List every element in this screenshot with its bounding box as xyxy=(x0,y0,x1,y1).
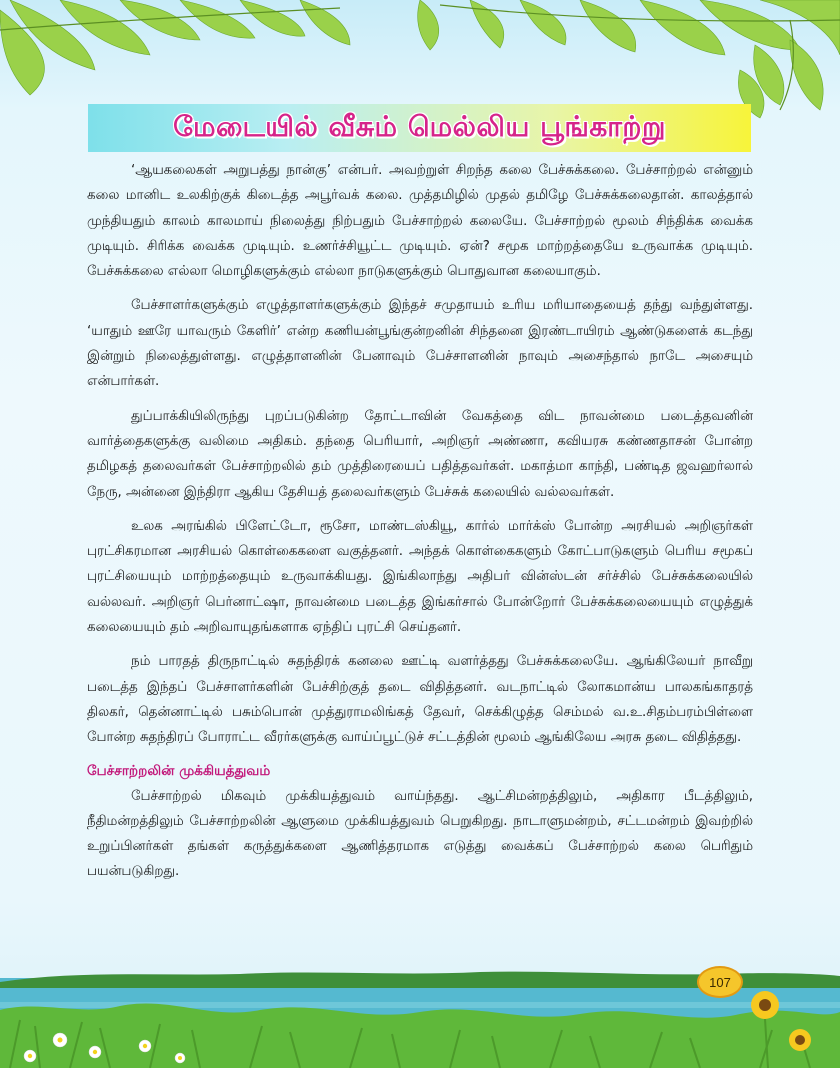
section-subheading: பேச்சாற்றலின் முக்கியத்துவம் xyxy=(87,762,271,779)
paragraph: துப்பாக்கியிலிருந்து புறப்படுகின்ற தோட்டாவின் வேகத்தை விட நாவன்மை படைத்தவனின் வார்த்தைகளுக்கு வலிமை அதிகம். தந்தை பெரியார், அறிஞர் அண்ணா, கவியரசு கண்ணதாசன் போன்ற தமிழகத் தலைவர்கள் பேச்சாற்றலில் தம் முத்திரையைப் பதித்தவர்கள். மகாத்மா காந்தி, பண்டித ஜவஹர்லால் நேரு, அன்னை இந்திரா ஆகிய தேசியத் தலைவர்களும் பேச்சுக் கலையில் வல்லவர்கள். xyxy=(87,408,753,500)
article-body xyxy=(87,158,753,894)
page-title: மேடையில் வீசும் மெல்லிய பூங்காற்று xyxy=(173,109,666,143)
page-number-badge xyxy=(697,966,743,998)
landscape-decoration-bottom xyxy=(0,930,840,1068)
paragraph: பேச்சாளர்களுக்கும் எழுத்தாளர்களுக்கும் இந்தச் சமுதாயம் உரிய மரியாதையைத் தந்து வந்துள்ளது. ‘யாதும் ஊரே யாவரும் கேளிர்’ என்ற கணியன்பூங்குன்றனின் சிந்தனை இரண்டாயிரம் ஆண்டுகளைக் கடந்து இன்றும் நிலைத்துள்ளது. எழுத்தாளனின் பேனாவும் பேச்சாளனின் நாவும் அசைந்தால் நாடே அசையும் என்பார்கள். xyxy=(87,298,753,390)
paragraph: ‘ஆயகலைகள் அறுபத்து நான்கு’ என்பர். அவற்றுள் சிறந்த கலை பேச்சுக்கலை. பேச்சாற்றல் என்னும் கலை மானிட உலகிற்குக் கிடைத்த அபூர்வக் கலை. முத்தமிழில் முதல் தமிழே பேச்சுக்கலைதான். காலத்தால் முந்தியதும் காலம் காலமாய் நிலைத்து நிற்பதும் பேச்சாற்றல் கலையே. பேச்சாற்றல் மூலம் சிந்திக்க வைக்க முடியும். சிரிக்க வைக்க முடியும். உணர்ச்சியூட்ட முடியும். ஏன்? சமூக மாற்றத்தையே உருவாக்க முடியும். பேச்சுக்கலை எல்லா மொழிகளுக்கும் எல்லா நாடுகளுக்கும் பொதுவான கலையாகும். xyxy=(87,163,753,280)
paragraph: உலக அரங்கில் பிளேட்டோ, ரூசோ, மாண்டஸ்கியூ, கார்ல் மார்க்ஸ் போன்ற அரசியல் அறிஞர்கள் புரட்சிகரமான அரசியல் கொள்கைகளை வகுத்தனர். அந்தக் கொள்கைகளும் கோட்பாடுகளும் பெரிய சமூகப் புரட்சியையும் மாற்றத்தையும் உருவாக்கியது. இங்கிலாந்து அதிபர் வின்ஸ்டன் சர்ச்சில் பேச்சுக்கலையில் வல்லவர். அறிஞர் பெர்னாட்ஷா, நாவன்மை படைத்த இங்கர்சால் போன்றோர் பேச்சுக்கலையையும் எழுத்துக் கலையையும் தம் அறிவாயுதங்களாக ஏந்திப் புரட்சி செய்தனர். xyxy=(87,518,753,636)
title-banner xyxy=(88,104,751,152)
page-number: 107 xyxy=(709,974,731,990)
paragraph: பேச்சாற்றல் மிகவும் முக்கியத்துவம் வாய்ந்தது. ஆட்சிமன்றத்திலும், அதிகார பீடத்திலும், நீதிமன்றத்திலும் பேச்சாற்றலின் ஆளுமை முக்கியத்துவம் பெறுகிறது. நாடாளுமன்றம், சட்டமன்றம் இவற்றில் உறுப்பினர்கள் தங்கள் கருத்துக்களை ஆணித்தரமாக எடுத்து வைக்கப் பேச்சாற்றல் கலை பெரிதும் பயன்படுகிறது. xyxy=(87,788,753,880)
paragraph: நம் பாரதத் திருநாட்டில் சுதந்திரக் கனலை ஊட்டி வளர்த்தது பேச்சுக்கலையே. ஆங்கிலேயர் நாவீறு படைத்த இந்தப் பேச்சாளர்களின் பேச்சிற்குத் தடை விதித்தனர். வடநாட்டில் லோகமான்ய பாலகங்காதரத் திலகர், தென்னாட்டில் பசும்பொன் முத்துராமலிங்கத் தேவர், செக்கிழுத்த செம்மல் வ.உ.சிதம்பரம்பிள்ளை போன்ற சுதந்திரப் போராட்ட வீரர்களுக்கு வாய்ப்பூட்டுச் சட்டத்தின் மூலம் ஆங்கிலேய அரசு தடை விதித்தது. xyxy=(87,654,753,746)
